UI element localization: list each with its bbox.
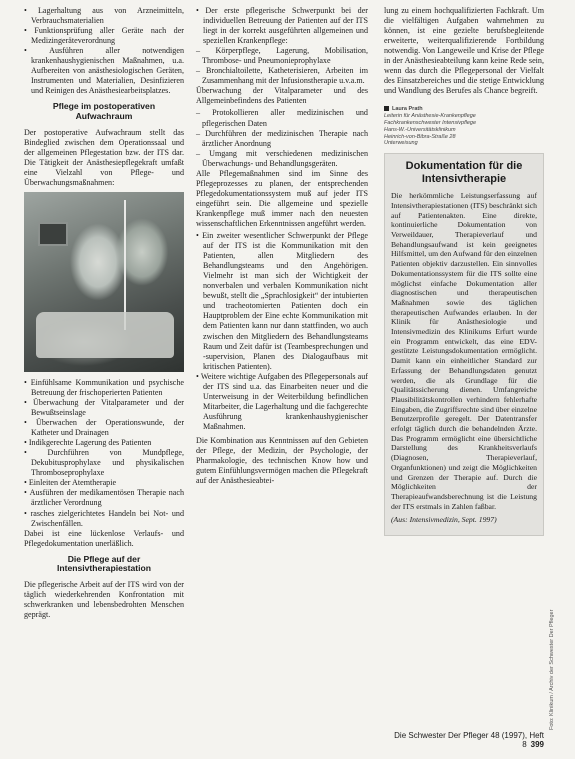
section-heading-aufwachraum: Pflege im postoperativen Aufwachraum [52, 101, 156, 122]
page-number: 399 [530, 740, 544, 749]
list-item: • Ausführen aller notwendigen krankenhaushygienischen Maßnahmen, u.a. Aufbereiten von anästhesiologischen Geräten, Instrumenten und Materialien, Desinfizieren und Reinigen des Anästhesiearbeitsplatzes. [24, 46, 184, 96]
paragraph: Die pflegerische Arbeit auf der ITS wird von der täglich wiederkehrenden Konfrontation mit schwerkranken und lebensbedrohten Menschen geprägt. [24, 579, 184, 620]
list-item: • Der erste pflegerische Schwerpunkt bei der individuellen Betreuung der Patienten auf der ITS liegt in der korrekt ausgeführten allgemeinen und speziellen Krankenpflege: [196, 6, 368, 46]
list-item: • Einfühlsame Kommunikation und psychische Betreuung der frischoperierten Patienten [24, 378, 184, 398]
paragraph: Die Kombination aus Kenntnissen auf den Gebieten der Pflege, der Medizin, der Psychologie, der Pharmakologie, des technischen Know how und gutem Einfühlungsvermögen machen die Pflegekraft auf der Anästhesieabtei- [196, 435, 368, 486]
infusion-pole-shape [124, 200, 126, 330]
info-box-text: Die herkömmliche Leistungserfassung auf Intensivtherapiestationen (ITS) beschränkt sich auf Patientenakten. Eine direkte, kontinuierliche Dokumentation von Verweildauer, Therapieverlauf und Behandlungsaufwand ist kein geeignetes Hilfsmittel, um den Aufwand für den einzelnen Patienten objektiv darzustellen. Ein sinnvolles Dokumentationssystem für die ITS sollte eine möglichst einfache Dokumentation aller diagnostischen und therapeutischen Maßnahmen sowie des täglichen therapeutischen Aufwandes erlauben. In der Klinik für Anästhesiologie und Intensivmedizin des Klinikums Erfurt wurde ein Programm entwickelt, das eine EDV-gestützte Leistungsdokumentation ermöglicht. Damit kann ein einheitlicher Standard zur Erfassung der Behandlungsdaten genutzt werden, die als Grundlage für die Qualitätssicherung dienen. Umfangreiche Plausibilitätskontrollen verhindern fehlerhafte Eingaben, die Zugriffsrechte sind über einzelne Benutzerprofile geregelt. Der Datentransfer erfolgt täglich durch die behandelnden Ärzte. Das Programm ermöglicht eine übersichtliche Darstellung des Krankheitsverlaufs (Diagnosen, Therapieverlauf, Organfunktionen) und zeigt die Möglichkeiten und Grenzen der Therapie auf. Durch die Möglichkeiten der Therapieaufwandsberechnung ist die Leistung der ITS erstmals in Zahlen faßbar. [391, 191, 537, 511]
journal-reference: Die Schwester Der Pfleger 48 (1997), Heft 8 [394, 731, 544, 749]
photo-credit: Foto: Klinikum / Archiv der Schwester Der Pfleger [549, 609, 555, 730]
list-item: – Umgang mit verschiedenen medizinischen Überwachungs- und Behandlungsgeräten. [196, 149, 368, 169]
list-item: • Funktionsprüfung aller Geräte nach der Medizingeräteverordnung [24, 26, 184, 46]
square-bullet-icon [384, 106, 389, 111]
list-item: • Überwachung der Vitalparameter und der Bewußtseinslage [24, 398, 184, 418]
paragraph: Dabei ist eine lückenlose Verlaufs- und Pflegedokumentation unerläßlich. [24, 528, 184, 548]
list-item: – Durchführen der medizinischen Therapie nach ärztlicher Anordnung [196, 129, 368, 149]
column-2 [196, 6, 368, 488]
author-info: Laura Prath Leiterin für Anästhesie-Krankenpflege Fachkrankenschwester Intensivpflege Hans-W.-Universitätsklinikum Heinrich-von-Bibra-Straße 28 Unterweisung [384, 106, 477, 147]
list-item: • Überwachen der Operationswunde, der Katheter und Drainagen [24, 418, 184, 438]
list-item: • Durchführen von Mundpflege, Dekubitusprophylaxe und physikalischen Thromboseprophylaxe [24, 448, 184, 478]
bed-shape [36, 312, 174, 358]
list-item: • Ein zweiter wesentlicher Schwerpunkt der Pflege auf der ITS ist die Kommunikation mit den Patienten, allen Mitgliedern des Behandlungsteams und den Angehörigen. Vielmehr ist man sich der Wichtigkeit der nonverbalen und verbalen Kommunikation nicht bewußt, stellt die „Sprachlosigkeit“ der intubierten und tracheotomierten Patienten doch ein Hauptproblem der Eine echte Kommunikation mit dem Patienten kann nur dann stattfinden, wo auch zwischen den Mitgliedern des Behandlungsteams Raum und Zeit dafür ist (Teambesprechungen und -supervision, Planen des Dialogaufbaus mit kritischen Patienten). [196, 231, 368, 372]
icu-photo [24, 192, 184, 372]
list-item: • Lagerhaltung aus von Arzneimitteln, Verbrauchsmaterialien [24, 6, 184, 26]
list-item: • Ausführen der medikamentösen Therapie nach ärztlicher Verordnung [24, 488, 184, 508]
section-heading-intensivtherapie: Die Pflege auf der Intensivtherapiestation [56, 553, 152, 574]
paragraph: Überwachung der Vitalparameter und des Allgemeinbefindens des Patienten [196, 86, 368, 106]
info-box-source: (Aus: Intensivmedizin, Sept. 1997) [391, 515, 497, 525]
list-item: • Indikgerechte Lagerung des Patienten [24, 438, 184, 448]
list-item: – Bronchialtoilette, Katheterisieren, Arbeiten im Zusammenhang mit der Infusionstherapie u.v.a.m. [196, 66, 368, 86]
page-footer [384, 731, 544, 749]
list-item: – Körperpflege, Lagerung, Mobilisation, Thrombose- und Pneumonieprophylaxe [196, 46, 368, 66]
info-box [384, 153, 544, 536]
monitor-shape [38, 222, 68, 246]
paragraph: Alle Pflegemaßnahmen sind im Sinne des Pflegeprozesses zu planen, der entsprechenden Pflegedokumentationssystem muß auf jeder ITS eingeführt sein. Die allgemeine und spezielle Krankenpflege muß immer nach den neuesten wissenschaftlichen Erkenntnissen angeführt werden. [196, 168, 368, 228]
paragraph: Der postoperative Aufwachraum stellt das Bindeglied zwischen dem Operationssaal und der allgemeinen Pflegestation bzw. der ITS dar. Die Tätigkeit der Anästhesiepflegekraft umfaßt eine Vielzahl von Pflege- und Überwachungsmaßnahmen: [24, 127, 184, 187]
column-3 [384, 6, 544, 536]
list-item: • rasches zielgerichtetes Handeln bei Not- und Zwischenfällen. [24, 509, 184, 529]
list-item: • Weitere wichtige Aufgaben des Pflegepersonals auf der ITS sind u.a. das Einarbeiten neuer und die Unterweisung in der Weiterbildung befindlichen Mitarbeiter, die Lagerhaltung und die fachgerechte Ausführung krankenhaushygienischer Maßnahmen. [196, 372, 368, 432]
info-box-title: Dokumentation für die Intensivtherapie [405, 160, 523, 185]
paragraph: lung zu einem hochqualifizierten Fachkraft. Um die vielfältigen Aufgaben wahrnehmen zu können, ist eine gezielte berufsbegleitende erweiterte, weiterqualifizierende Fortbildung notwendig. Von Langeweile und Krise der Pflege in der Anästhesieabteilung kann keine Rede sein, wenn das durch die Pflegepersonal der Vielfalt des Einsatzbereiches und die stetige Entwicklung und Wandlung des Berufes als Chance begreift. [384, 6, 544, 96]
list-item: – Protokollieren aller medizinischen und pflegerischen Daten [196, 108, 368, 128]
column-1 [24, 6, 184, 622]
list-item: • Einleiten der Atemtherapie [24, 478, 184, 488]
